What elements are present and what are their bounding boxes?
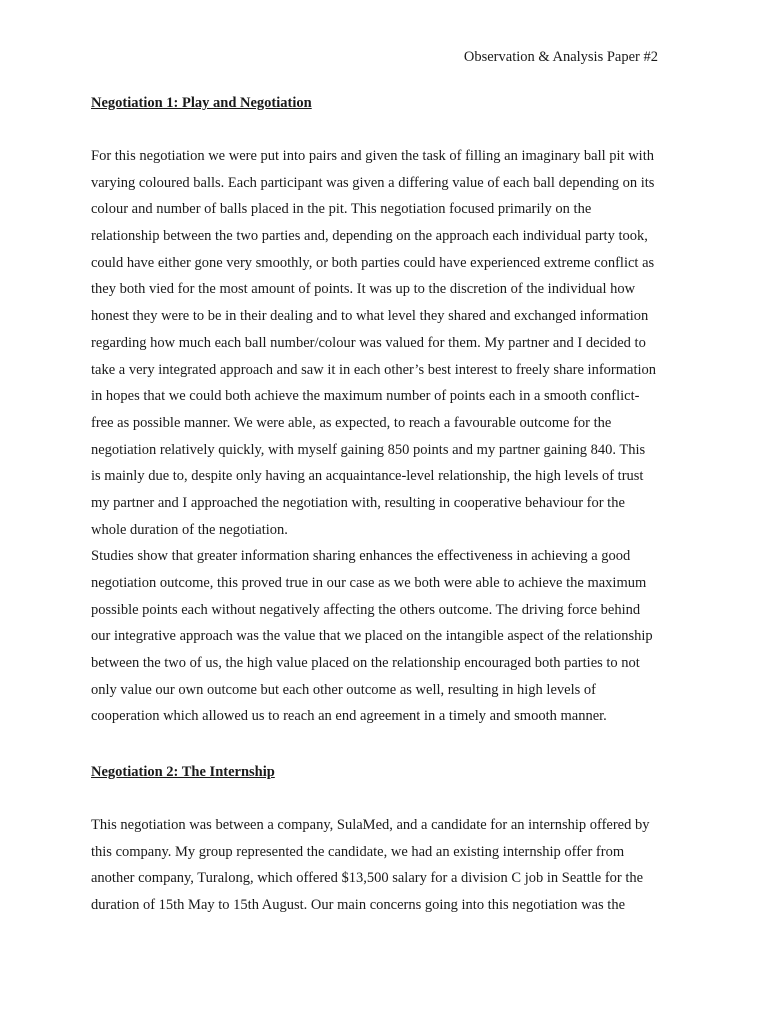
text-line: honest they were to be in their dealing and to what level they shared and exchanged information: [91, 308, 649, 325]
text-line: duration of 15th May to 15th August. Our main concerns going into this negotiation was the: [91, 897, 626, 914]
text-line: only value our own outcome but each other outcome as well, resulting in high levels of: [91, 681, 596, 698]
text-line: cooperation which allowed us to reach an end agreement in a timely and smooth manner.: [91, 708, 607, 725]
text-line: Studies show that greater information sharing enhances the effectiveness in achieving a good: [91, 548, 631, 565]
section-heading-negotiation-1: Negotiation 1: Play and Negotiation: [91, 95, 312, 111]
text-line: negotiation relatively quickly, with myself gaining 850 points and my partner gaining 840. This: [91, 441, 646, 458]
text-line: in hopes that we could both achieve the maximum number of points each in a smooth conflict-: [91, 388, 640, 405]
text-line: regarding how much each ball number/colour was valued for them. My partner and I decided to: [91, 334, 646, 351]
text-line: negotiation outcome, this proved true in our case as we both were able to achieve the maximum: [91, 575, 647, 591]
text-line: is mainly due to, despite only having an acquaintance-level relationship, the high levels of trust: [91, 468, 644, 485]
text-line: this company. My group represented the candidate, we had an existing internship offer from: [91, 843, 625, 860]
text-line: free as possible manner. We were able, as expected, to reach a favourable outcome for the: [91, 414, 612, 431]
text-line: between the two of us, the high value placed on the relationship encouraged both parties to not: [91, 655, 640, 672]
text-line: my partner and I approached the negotiation with, resulting in cooperative behaviour for the: [91, 494, 625, 511]
text-line: another company, Turalong, which offered $13,500 salary for a division C job in Seattle for the: [91, 870, 644, 887]
text-line: they both vied for the most amount of points. It was up to the discretion of the individual how: [91, 281, 636, 298]
text-line: relationship between the two parties and, depending on the approach each individual party took,: [91, 228, 648, 245]
text-line: colour and number of balls placed in the pit. This negotiation focused primarily on the: [91, 201, 592, 218]
section-body-negotiation-2: [91, 812, 681, 919]
running-header: Observation & Analysis Paper #2: [463, 49, 658, 65]
section-heading-negotiation-2: Negotiation 2: The Internship: [91, 764, 275, 780]
text-line: whole duration of the negotiation.: [91, 521, 288, 538]
text-line: take a very integrated approach and saw it in each other’s best interest to freely share information: [91, 361, 657, 378]
text-line: This negotiation was between a company, SulaMed, and a candidate for an internship offered by: [91, 817, 650, 833]
text-line: For this negotiation we were put into pairs and given the task of filling an imaginary ball pit with: [91, 148, 654, 164]
text-line: varying coloured balls. Each participant was given a differing value of each ball depending on its: [91, 174, 655, 191]
text-line: could have either gone very smoothly, or both parties could have experienced extreme conflict as: [91, 254, 655, 271]
section-body-negotiation-1: [91, 143, 681, 730]
text-line: our integrative approach was the value that we placed on the intangible aspect of the relationship: [91, 628, 653, 645]
text-line: possible points each without negatively affecting the others outcome. The driving force behind: [91, 601, 641, 618]
